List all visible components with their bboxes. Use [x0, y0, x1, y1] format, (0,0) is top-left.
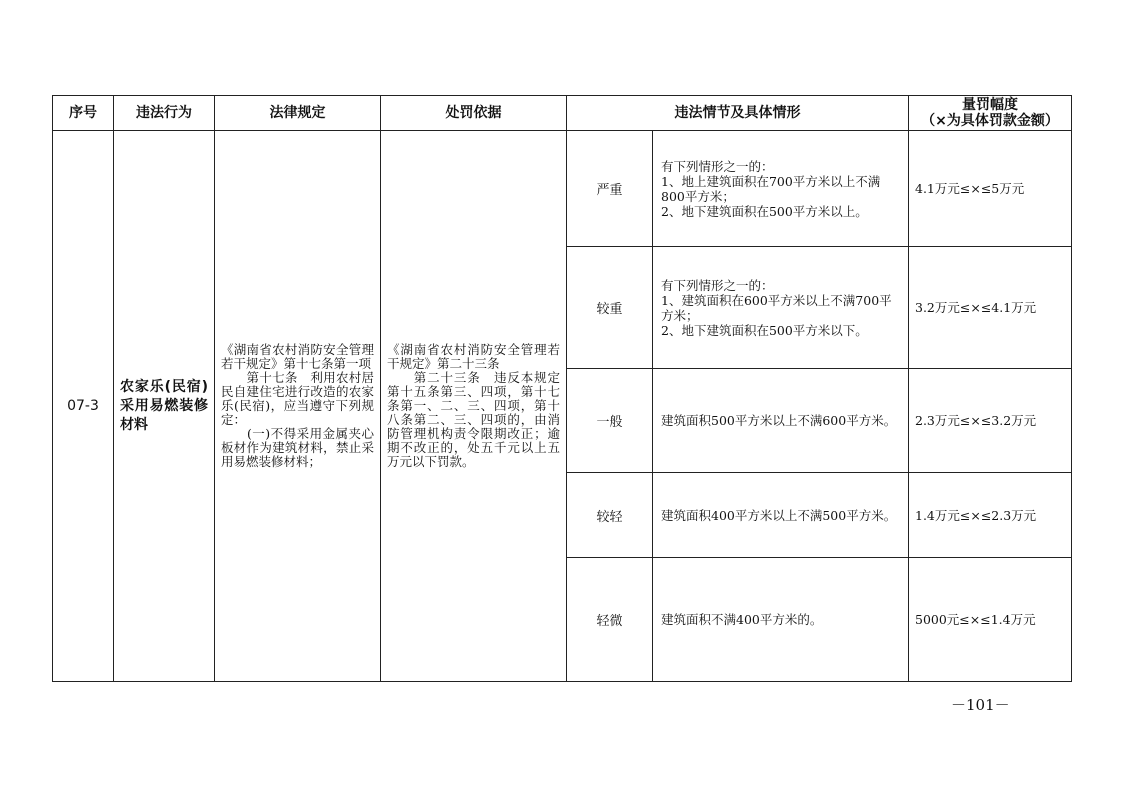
level-condition: 建筑面积500平方米以上不满600平方米。	[653, 369, 909, 473]
level-condition: 有下列情形之一的： 1、地上建筑面积在700平方米以上不满800平方米； 2、地下建筑面积在500平方米以上。	[653, 131, 909, 247]
level-label: 严重	[567, 131, 653, 247]
level-range: 4.1万元≤×≤5万元	[909, 131, 1072, 247]
entry-basis: 《湖南省农村消防安全管理若干规定》第二十三条 第二十三条 违反本规定第十五条第三、四项，第十七条第一、二、三、四项，第十八条第二、三、四项的，由消防管理机构责令限期改正；逾期不改正的，处五千元以上五万元以下罚款。	[381, 131, 567, 682]
table-row	[53, 131, 1072, 247]
level-range: 3.2万元≤×≤4.1万元	[909, 247, 1072, 369]
header-act: 违法行为	[114, 96, 215, 131]
entry-number: 07-3	[53, 131, 114, 682]
page-number: －101－	[951, 696, 1010, 714]
header-number: 序号	[53, 96, 114, 131]
header-basis: 处罚依据	[381, 96, 567, 131]
entry-law: 《湖南省农村消防安全管理若干规定》第十七条第一项 第十七条 利用农村居民自建住宅进行改造的农家乐(民宿)，应当遵守下列规定： (一)不得采用金属夹心板材作为建筑材料，禁止采用易燃装修材料；	[215, 131, 381, 682]
level-label: 较重	[567, 247, 653, 369]
level-label: 轻微	[567, 558, 653, 682]
level-condition: 建筑面积不满400平方米的。	[653, 558, 909, 682]
level-range: 5000元≤×≤1.4万元	[909, 558, 1072, 682]
level-range: 2.3万元≤×≤3.2万元	[909, 369, 1072, 473]
penalty-table	[52, 95, 1072, 682]
level-condition: 有下列情形之一的： 1、建筑面积在600平方米以上不满700平方米； 2、地下建筑面积在500平方米以下。	[653, 247, 909, 369]
level-range: 1.4万元≤×≤2.3万元	[909, 473, 1072, 558]
entry-act: 农家乐(民宿)采用易燃装修材料	[114, 131, 215, 682]
level-label: 一般	[567, 369, 653, 473]
header-range	[909, 96, 1072, 131]
header-row	[53, 96, 1072, 131]
header-law: 法律规定	[215, 96, 381, 131]
level-label: 较轻	[567, 473, 653, 558]
level-condition: 建筑面积400平方米以上不满500平方米。	[653, 473, 909, 558]
header-range-line1: 量罚幅度	[962, 97, 1018, 113]
header-range-line2: （×为具体罚款金额）	[921, 113, 1059, 129]
header-circumstances: 违法情节及具体情形	[567, 96, 909, 131]
